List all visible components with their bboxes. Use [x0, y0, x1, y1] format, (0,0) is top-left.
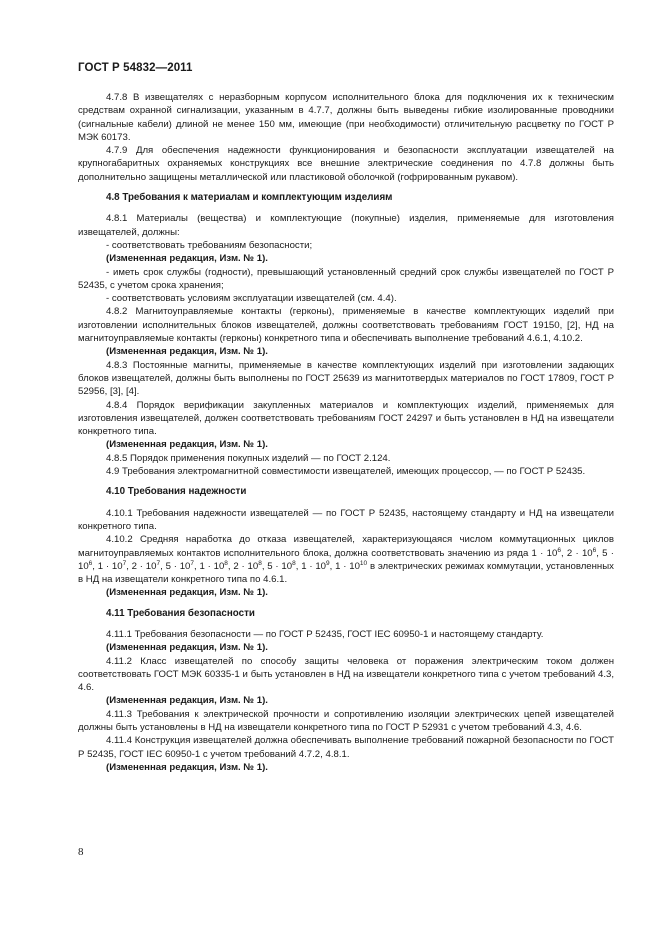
list-item: - соответствовать условиям эксплуатации извещателей (см. 4.4).	[106, 293, 397, 305]
clause-4-9: 4.9 Требования электромагнитной совместимости извещателей, имеющих процессор, — по ГОСТ Р 52435.	[106, 466, 586, 478]
document-body	[78, 91, 614, 774]
clause-4-10-1: 4.10.1 Требования надежности извещателей — по ГОСТ Р 52435, настоящему стандарту и НД на извещатели конкретного типа.	[78, 507, 614, 532]
amendment-note: (Измененная редакция, Изм. № 1).	[106, 761, 268, 773]
clause-4-11-2: 4.11.2 Класс извещателей по способу защиты человека от поражения электрическим током должен соответствовать ГОСТ МЭК 60335-1 и быть установлен в НД на извещатели конкретного типа с учетом требований 4.3, 4.6.	[78, 655, 614, 694]
section-4-10-heading: 4.10 Требования надежности	[106, 486, 247, 498]
page-number: 8	[78, 846, 84, 858]
list-item: - соответствовать требованиям безопасности;	[106, 239, 313, 251]
clause-4-8-3: 4.8.3 Постоянные магниты, применяемые в качестве комплектующих изделий при изготовлении задающих блоков извещателей, должны быть выполнены по ГОСТ 25639 из магнитотвердых материалов по ГОСТ 17809, ГОСТ Р 52956, [3], [4].	[78, 359, 614, 398]
clause-4-7-8: 4.7.8 В извещателях с неразборным корпусом исполнительного блока для подключения их к техническим средствам охранной сигнализации, указанным в 4.7.7, должны быть выведены гибкие изолированные проводники (сигнальные кабели) длиной не менее 150 мм, имеющие (при необходимости) отличительную расцветку по ГОСТ Р МЭК 60173.	[78, 92, 614, 143]
clause-4-11-1: 4.11.1 Требования безопасности — по ГОСТ Р 52435, ГОСТ IEC 60950-1 и настоящему стандарту.	[106, 628, 544, 640]
clause-4-11-3: 4.11.3 Требования к электрической прочности и сопротивлению изоляции электрических цепей извещателей должны быть установлены в НД на извещатели конкретного типа по ГОСТ Р 52931 с учетом требований 4.3, 4.6.	[78, 708, 614, 734]
list-item: - иметь срок службы (годности), превышающий установленный средний срок службы извещателей по ГОСТ Р 52435, с учетом срока хранения;	[78, 266, 614, 291]
section-4-8-heading: 4.8 Требования к материалам и комплектующим изделиям	[106, 192, 393, 204]
clause-4-8-4: 4.8.4 Порядок верификации закупленных материалов и комплектующих изделий, применяемых для изготовления извещателей, должен соответствовать требованиям ГОСТ 24297 и быть установлен в НД на извещатели конкретного типа.	[78, 399, 614, 438]
amendment-note: (Измененная редакция, Изм. № 1).	[106, 346, 268, 358]
clause-4-11-4: 4.11.4 Конструкция извещателей должна обеспечивать выполнение требований пожарной безопасности по ГОСТ Р 52435, ГОСТ IEC 60950-1 с учетом требований 4.7.2, 4.8.1.	[78, 735, 614, 760]
amendment-note: (Измененная редакция, Изм. № 1).	[106, 587, 268, 599]
clause-4-10-2-text-end: в электрических режимах коммутации, установленных в НД на извещатели конкретного типа по 4.6.1.	[78, 560, 614, 586]
amendment-note: (Измененная редакция, Изм. № 1).	[106, 439, 268, 451]
clause-4-8-1: 4.8.1 Материалы (вещества) и комплектующие (покупные) изделия, применяемые для изготовления извещателей, должны:	[78, 213, 614, 238]
clause-4-10-2-text: 4.10.2 Средняя наработка до отказа извещателей, характеризующаяся числом коммутационных циклов магнитоуправляемых контактов исполнительного блока, должна соответствовать значению из ряда 1 · 10	[78, 534, 614, 559]
clause-4-8-5: 4.8.5 Порядок применения покупных изделий — по ГОСТ 2.124.	[106, 452, 391, 464]
standard-header: ГОСТ Р 54832—2011	[78, 62, 193, 74]
clause-4-8-2: 4.8.2 Магнитоуправляемые контакты (герконы), применяемые в качестве комплектующих изделий при изготовлении исполнительных блоков извещателей, должны соответствовать требованиям ГОСТ 19150, [2], НД на магнитоуправляемые контакты (герконы) конкретного типа и обеспечивать выполнение требований 4.6.1, 4.10.2.	[78, 306, 614, 345]
clause-4-10-2: 4.10.2 Средняя наработка до отказа извещателей, характеризующаяся числом коммутационных циклов магнитоуправляемых контактов исполнительного блока, должна соответствовать значению из ряда $1 \cdot 10^6$, $2 \cdot 10^6$, $5 \cdot 10^6$, $1 \cdot 10^7$, $2 \cdot 10^7$, $5 \cdot 10^7$, $1 \cdot 10^8$, $2 \cdot 10^8$, $5 \cdot 10^8$, $1 \cdot 10^9$, $1 \cdot 10^{10}$ в электрических режимах коммутации, установленных в НД на извещатели конкретного типа по 4.6.1.	[78, 534, 614, 586]
amendment-note: (Измененная редакция, Изм. № 1).	[106, 642, 268, 654]
clause-4-7-9: 4.7.9 Для обеспечения надежности функционирования и безопасности эксплуатации извещателей на крупногабаритных охраняемых конструкциях все внешние электрические соединения по 4.7.8 должны быть дополнительно защищены металлической или пластиковой оболочкой (гофрированным рукавом).	[78, 145, 614, 183]
section-4-11-heading: 4.11 Требования безопасности	[106, 607, 255, 619]
amendment-note: (Измененная редакция, Изм. № 1).	[106, 253, 268, 265]
amendment-note: (Измененная редакция, Изм. № 1).	[106, 695, 268, 707]
